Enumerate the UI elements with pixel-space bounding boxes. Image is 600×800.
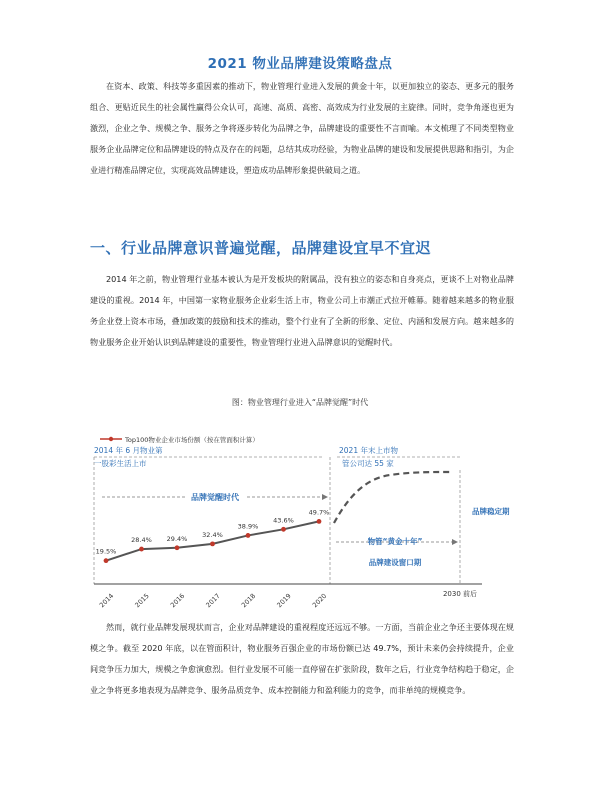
label-stable: 品牌稳定期 [472, 507, 510, 516]
market-share-chart [90, 420, 510, 620]
x-tick-label: 2018 [239, 591, 258, 610]
figure-caption: 图：物业管理行业进入“品牌觉醒”时代 [231, 398, 369, 407]
annotation-ipo-line2: 一股彩生活上市 [94, 459, 147, 468]
data-point [210, 541, 215, 546]
intro-paragraph: 在资本、政策、科技等多重因素的推动下，物业管理行业进入发展的黄金十年，以更加独立的姿态、更多元的服务组合、更贴近民生的社会属性赢得公众认可，高速、高质、高密、高效成为行业发展的主旋律。同时，竞争角逐也更为激烈，企业之争、规模之争、服务之争将逐步转化为品牌之争，品牌建设的重要性不言而喻。本文梳理了不同类型物业服务企业品牌定位和品牌建设的特点及存在的问题，总结其成功经验，为物业品牌的建设和发展提供思路和指引，为企业进行精准品牌定位，实现高效品牌建设，塑造成功品牌形象提供破局之道。 [90, 81, 514, 175]
series-layer [96, 508, 330, 563]
data-label: 28.4% [131, 536, 152, 545]
data-point [317, 519, 322, 524]
data-label: 29.4% [166, 534, 188, 543]
x-tick-label: 2020 [310, 591, 329, 610]
label-era-awakening: 品牌觉醒时代 [191, 493, 239, 502]
x-tick-2030: 2030 前后 [442, 590, 478, 598]
section-heading: 一、行业品牌意识普遍觉醒，品牌建设宜早不宜迟 [90, 239, 432, 257]
legend-label: Top100物业企业市场份额（按在管面积计算） [125, 436, 259, 444]
data-label: 19.5% [95, 547, 117, 556]
data-point [175, 545, 180, 550]
x-tick-label: 2017 [204, 591, 222, 610]
x-tick-label: 2019 [275, 591, 293, 610]
era-arrow [102, 490, 328, 504]
window-arrow [336, 536, 458, 567]
x-tick-layer [98, 592, 328, 609]
label-golden-decade: 物管“黄金十年” [367, 537, 423, 546]
document-title: 2021 物业品牌建设策略盘点 [207, 56, 393, 72]
annotation-ipo-line1: 2014 年 6 月物业第 [94, 446, 163, 455]
data-point [104, 558, 109, 563]
future-trend-curve [334, 472, 452, 523]
data-point [246, 533, 251, 538]
data-point [139, 547, 144, 552]
label-window: 品牌建设窗口期 [368, 558, 422, 567]
x-tick-label: 2016 [168, 591, 187, 610]
legend-marker [109, 437, 113, 441]
after-chart-paragraph: 然而，就行业品牌发展现状而言，企业对品牌建设的重视程度还远远不够。一方面，当前企业之争还主要体现在规模之争。截至 2020 年底，以在管面积计，物业服务百强企业的市场份额已达 49.7%，预计未来仍会持续提升，企业间竞争压力加大，规模之争愈演愈烈。但行业发展不可能一直停留在扩张阶段，数年之后，行业竞争结构趋于稳定，企业之争将更多地表现为品牌竞争、服务品质竞争、成本控制能力和盈利能力的竞争，而非单纯的规模竞争。 [90, 622, 514, 695]
data-label: 49.7% [308, 508, 330, 517]
data-point [281, 527, 286, 532]
section-paragraph: 2014 年之前，物业管理行业基本被认为是开发板块的附属品，没有独立的姿态和自身亮点，更谈不上对物业品牌建设的重视。2014 年，中国第一家物业服务企业彩生活上市，物业公司上市潮正式拉开帷幕。随着越来越多的物业服务企业登上资本市场，叠加政策的鼓励和技术的推动，整个行业有了全新的形象、定位、内涵和发展方向。越来越多的物业服务企业开始认识到品牌建设的重要性，物业管理行业进入品牌意识的觉醒时代。 [90, 274, 514, 347]
data-label: 43.6% [273, 516, 294, 525]
data-label: 38.9% [237, 522, 259, 531]
annotation-listed-line1: 2021 年末上市物 [339, 446, 398, 455]
data-label: 32.4% [202, 530, 223, 539]
chart-legend [100, 435, 259, 444]
x-tick-label: 2014 [97, 591, 116, 610]
x-tick-label: 2015 [133, 591, 151, 610]
annotation-listed-line2: 管公司达 55 家 [342, 459, 394, 468]
